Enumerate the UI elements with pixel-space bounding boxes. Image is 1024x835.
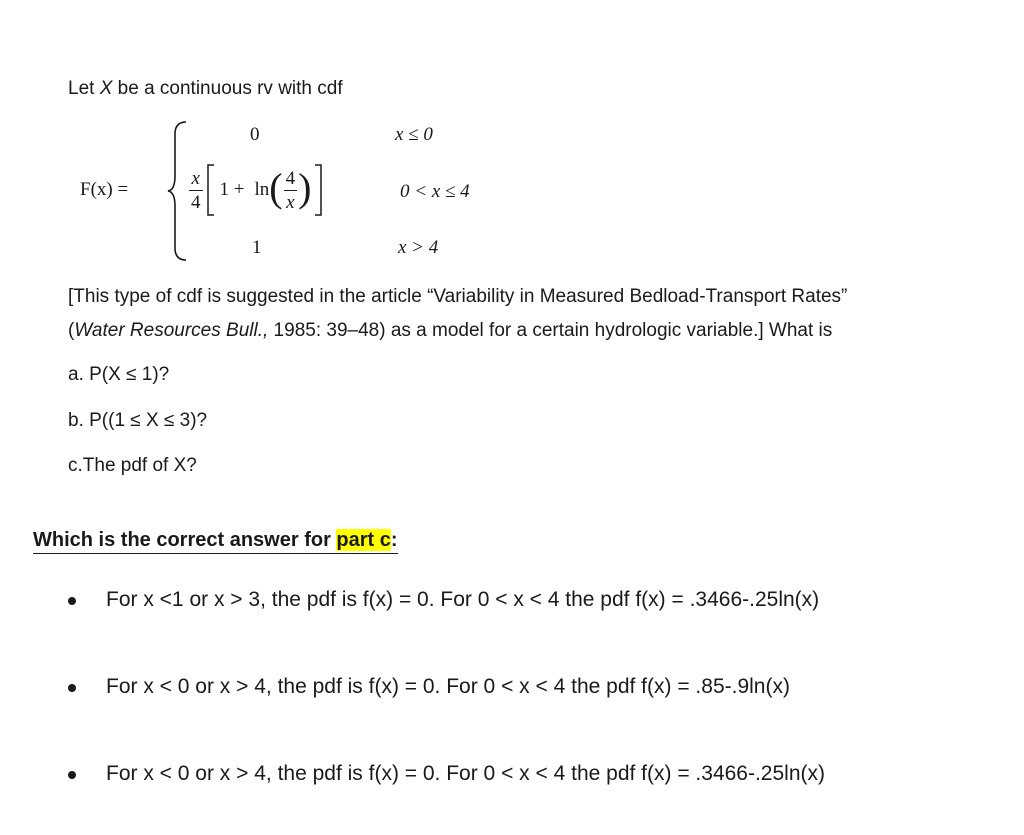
question-heading: Which is the correct answer for part c:	[33, 529, 398, 554]
case2-expression: $\frac{x}{4}$ 1 + ln ( $\frac{4}{x}$ )	[190, 160, 323, 220]
context-line-1: [This type of cdf is suggested in the article “Variability in Measured Bedload-Transport Rates”	[68, 286, 848, 307]
left-bracket-icon	[206, 163, 216, 217]
part-c: c.The pdf of X?	[68, 455, 197, 476]
option-text: For x < 0 or x > 4, the pdf is f(x) = 0. For 0 < x < 4 the pdf f(x) = .3466-.25ln(x)	[106, 762, 825, 785]
part-b: b. P((1 ≤ X ≤ 3)?	[68, 410, 208, 431]
case2-condition: 0 < x ≤ 4	[400, 181, 470, 202]
option-text: For x <1 or x > 3, the pdf is f(x) = 0. For 0 < x < 4 the pdf f(x) = .3466-.25ln(x)	[106, 588, 820, 611]
highlighted-part-c: part c	[336, 529, 391, 551]
bullet-icon	[68, 597, 76, 605]
case3-condition: x > 4	[398, 237, 439, 258]
4-over-x-fraction: $\frac{4}{x}$	[285, 167, 296, 213]
case1-value: 0	[250, 124, 260, 145]
cdf-lhs: F(x) =	[80, 179, 129, 200]
context-line-2: (Water Resources Bull., 1985: 39–48) as a model for a certain hydrologic variable.] What is	[68, 320, 833, 341]
right-paren-icon: )	[298, 165, 312, 210]
case3-value: 1	[252, 237, 262, 258]
left-brace-icon	[166, 120, 190, 262]
x-over-4-fraction: $\frac{x}{4}$	[191, 167, 201, 213]
bullet-icon	[68, 771, 76, 779]
part-a: a. P(X ≤ 1)?	[68, 364, 170, 385]
option-text: For x < 0 or x > 4, the pdf is f(x) = 0. For 0 < x < 4 the pdf f(x) = .85-.9ln(x)	[106, 675, 790, 698]
journal-name: Water Resources Bull.,	[74, 320, 269, 341]
variable-x: X	[99, 78, 113, 99]
case1-condition: x ≤ 0	[395, 124, 433, 145]
right-bracket-icon	[313, 163, 323, 217]
left-paren-icon: (	[269, 165, 283, 210]
intro-text: Let X be a continuous rv with cdf	[68, 78, 343, 99]
bullet-icon	[68, 684, 76, 692]
